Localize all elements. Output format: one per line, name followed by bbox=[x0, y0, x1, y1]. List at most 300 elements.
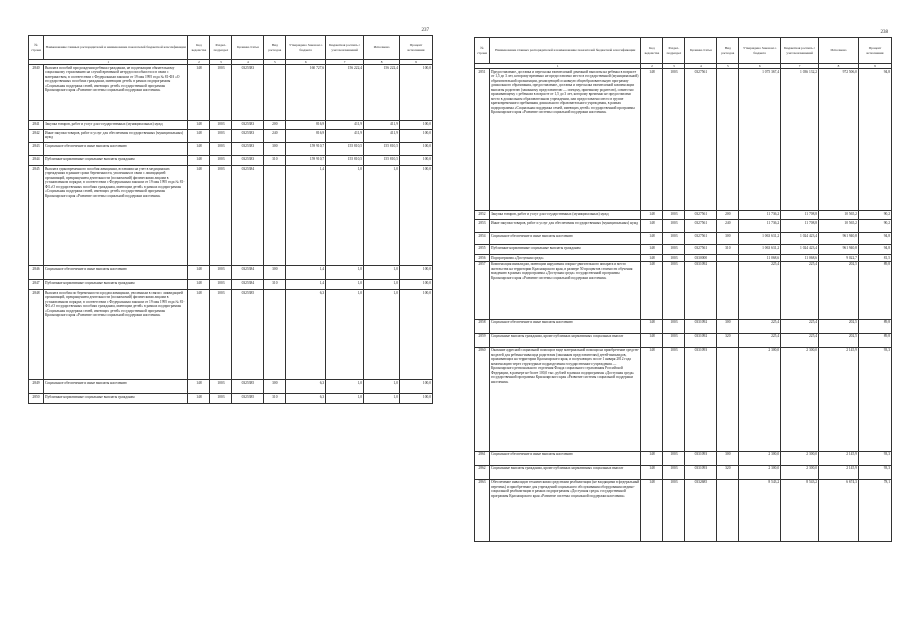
target-article: 0331093 bbox=[685, 347, 717, 451]
target-article: 0327561 bbox=[685, 233, 717, 245]
section-code: 1003 bbox=[663, 233, 685, 245]
row-name: Социальное обеспечение и иные выплаты населению bbox=[489, 319, 640, 333]
target-article: 0325383 bbox=[232, 65, 264, 121]
target-article: 0331093 bbox=[685, 451, 717, 465]
row-number: 2840 bbox=[29, 65, 44, 121]
row-number: 2863 bbox=[475, 479, 490, 541]
section-code: 1003 bbox=[210, 65, 232, 121]
dept-code: 148 bbox=[641, 333, 663, 347]
execution-percent: 100,0 bbox=[400, 156, 433, 166]
column-number: 8 bbox=[819, 64, 859, 69]
col-header: Целевая статья bbox=[685, 38, 717, 64]
executed-amount: 9 022,7 bbox=[819, 255, 859, 261]
expense-type: 300 bbox=[264, 143, 286, 156]
target-article: 0325384 bbox=[232, 166, 264, 266]
table-row bbox=[29, 266, 433, 280]
col-header: Наименование главных распорядителей и наименование показателей бюджетной классификации bbox=[43, 36, 187, 60]
column-number: 3 bbox=[663, 64, 685, 69]
row-number: 2841 bbox=[29, 121, 44, 130]
row-name: Обеспечение инвалидов техническими средствами реабилитации (не входящими в федеральный перечень) и приобретение для учреждений социального обслуживания оборудования медико-социальной реабилитации в рамках подпрограммы «Доступная среда» государственной программы Красноярского края «Развитие системы социальной поддержки населения» bbox=[489, 479, 640, 541]
target-article: 0330000 bbox=[685, 255, 717, 261]
expense-type: 310 bbox=[717, 245, 739, 255]
row-name: Публичные нормативные социальные выплаты гражданам bbox=[489, 245, 640, 255]
table-row bbox=[475, 69, 892, 211]
approved-amount: 2 300,0 bbox=[739, 465, 781, 479]
approved-amount: 11 068,6 bbox=[739, 255, 781, 261]
dept-code: 148 bbox=[641, 347, 663, 451]
budget-schedule-amount: 155 810,5 bbox=[326, 156, 364, 166]
col-header: Раздел-подраздел bbox=[210, 36, 232, 60]
approved-amount: 816,9 bbox=[286, 121, 326, 130]
expense-type: 200 bbox=[264, 121, 286, 130]
execution-percent: 100,0 bbox=[400, 65, 433, 121]
expense-type bbox=[264, 166, 286, 266]
column-number: 6 bbox=[286, 60, 326, 65]
target-article: 0327561 bbox=[685, 69, 717, 211]
row-name: Публичные нормативные социальные выплаты гражданам bbox=[43, 156, 187, 166]
execution-percent: 89,8 bbox=[858, 319, 891, 333]
executed-amount: 1,0 bbox=[364, 166, 400, 266]
executed-amount: 155 810,5 bbox=[364, 143, 400, 156]
dept-code: 148 bbox=[641, 479, 663, 541]
row-name: Социальные выплаты гражданам, кроме публичных нормативных социальных выплат bbox=[489, 465, 640, 479]
target-article: 0331093 bbox=[685, 465, 717, 479]
row-number: 2850 bbox=[29, 394, 44, 404]
row-name: Оказание адресной социальной помощи в виде материальной помощи на приобретение средств-моделей для ребенка-инвалида родителям (законным представителям) детей-инвалидов, проживающих на территории Красноярского края, и получающих после 1 января 2012 года компенсацию через структурные подразделения государственного учреждения — Красноярского регионального отделения Фонда социального страхования Российской Федерации, в размере не более 100,0 тыс. рублей в рамках подпрограммы «Доступная среда» государственной программы Красноярского края «Развитие системы социальной поддержки населения» bbox=[489, 347, 640, 451]
row-name: Социальное обеспечение и иные выплаты населению bbox=[489, 451, 640, 465]
table-row bbox=[475, 347, 892, 451]
row-number: 2852 bbox=[475, 211, 490, 220]
executed-amount: 6 674,3 bbox=[819, 479, 859, 541]
column-number: 6 bbox=[739, 64, 781, 69]
target-article: 0325383 bbox=[232, 130, 264, 143]
row-name: Предоставление, доставка и пересылка ежемесячной денежной выплаты на ребенка в возрасте от 1,5 до 3 лет, которому временно не предоставлено место в государственной (муниципальной) образовательной организации, реализующей основную общеобразовательную программу дошкольного образования, предоставление, доставка и пересылка ежемесячной компенсации выплаты родителю (законному представителю — опекуну, приемному родителю), совместно проживающему с ребенком в возрасте от 1,5 до 3 лет, которому временно не предоставлено место в дошкольном образовательном учреждении, или предоставлено место в группе кратковременного пребывания дошкольного образовательного учреждения, в рамках подпрограммы «Социальная поддержка семей, имеющих детей» государственной программы Красноярского края «Развитие системы социальной поддержки населения» bbox=[489, 69, 640, 211]
expense-type: 240 bbox=[264, 130, 286, 143]
row-number: 2845 bbox=[29, 166, 44, 266]
col-header: Раздел-подраздел bbox=[663, 38, 685, 64]
budget-table bbox=[28, 35, 433, 404]
budget-schedule-amount: 11 708,8 bbox=[781, 211, 819, 220]
column-number: 3 bbox=[210, 60, 232, 65]
budget-schedule-amount: 225,4 bbox=[781, 261, 819, 319]
expense-type bbox=[717, 69, 739, 211]
approved-amount: 1,4 bbox=[286, 280, 326, 290]
table-row bbox=[475, 245, 892, 255]
dept-code: 148 bbox=[188, 143, 210, 156]
executed-amount: 411,9 bbox=[364, 130, 400, 143]
row-number: 2848 bbox=[29, 290, 44, 380]
table-row bbox=[475, 333, 892, 347]
row-name: Социальное обеспечение и иные выплаты населению bbox=[43, 266, 187, 280]
col-header: № строки bbox=[475, 38, 490, 64]
dept-code: 148 bbox=[641, 255, 663, 261]
budget-schedule-amount: 1,0 bbox=[326, 266, 364, 280]
target-article: 0327561 bbox=[685, 220, 717, 233]
expense-type: 300 bbox=[264, 266, 286, 280]
row-number: 2856 bbox=[475, 255, 490, 261]
execution-percent: 100,0 bbox=[400, 166, 433, 266]
execution-percent: 100,0 bbox=[400, 143, 433, 156]
header-row bbox=[475, 38, 892, 64]
section-code: 1003 bbox=[663, 333, 685, 347]
target-article: 0331092 bbox=[685, 319, 717, 333]
table-row bbox=[29, 380, 433, 394]
row-name: Закупка товаров, работ и услуг для государственных (муниципальных) нужд bbox=[489, 211, 640, 220]
execution-percent: 93,3 bbox=[858, 347, 891, 451]
approved-amount: 2 300,0 bbox=[739, 451, 781, 465]
budget-schedule-amount: 1,0 bbox=[326, 394, 364, 404]
col-header: Бюджетная роспись с учетом изменений bbox=[781, 38, 819, 64]
row-number: 2842 bbox=[29, 130, 44, 143]
section-code: 1003 bbox=[663, 261, 685, 319]
approved-amount: 1 075 367,4 bbox=[739, 69, 781, 211]
budget-schedule-amount: 2 300,0 bbox=[781, 465, 819, 479]
executed-amount: 2 145,9 bbox=[819, 347, 859, 451]
row-number: 2862 bbox=[475, 465, 490, 479]
target-article: 0332685 bbox=[685, 479, 717, 541]
executed-amount: 202,5 bbox=[819, 319, 859, 333]
row-number: 2849 bbox=[29, 380, 44, 394]
column-number: 8 bbox=[364, 60, 400, 65]
section-code: 1003 bbox=[210, 166, 232, 266]
row-number: 2858 bbox=[475, 319, 490, 333]
target-article: 0325383 bbox=[232, 156, 264, 166]
target-article: 0325385 bbox=[232, 290, 264, 380]
execution-percent: 100,0 bbox=[400, 121, 433, 130]
row-number: 2847 bbox=[29, 280, 44, 290]
section-code: 1003 bbox=[663, 211, 685, 220]
approved-amount: 816,9 bbox=[286, 130, 326, 143]
expense-type: 300 bbox=[717, 233, 739, 245]
dept-code: 148 bbox=[188, 266, 210, 280]
executed-amount: 202,5 bbox=[819, 333, 859, 347]
approved-amount: 1 063 631,2 bbox=[739, 245, 781, 255]
execution-percent: 100,0 bbox=[400, 266, 433, 280]
section-code: 1003 bbox=[210, 156, 232, 166]
budget-schedule-amount: 1 024 423,4 bbox=[781, 233, 819, 245]
executed-amount: 1,0 bbox=[364, 266, 400, 280]
section-code: 1003 bbox=[663, 245, 685, 255]
section-code: 1003 bbox=[210, 143, 232, 156]
row-number: 2843 bbox=[29, 143, 44, 156]
execution-percent: 94,8 bbox=[858, 233, 891, 245]
executed-amount: 411,9 bbox=[364, 121, 400, 130]
section-code: 1003 bbox=[210, 121, 232, 130]
section-code: 1003 bbox=[210, 394, 232, 404]
approved-amount: 225,4 bbox=[739, 319, 781, 333]
table-row bbox=[29, 121, 433, 130]
executed-amount: 10 565,2 bbox=[819, 220, 859, 233]
row-number: 2851 bbox=[475, 69, 490, 211]
row-number: 2844 bbox=[29, 156, 44, 166]
executed-amount: 961 940,8 bbox=[819, 245, 859, 255]
page-number: 237 bbox=[421, 28, 429, 33]
section-code: 1003 bbox=[663, 479, 685, 541]
dept-code: 148 bbox=[188, 130, 210, 143]
col-header: Код ведомства bbox=[188, 36, 210, 60]
dept-code: 148 bbox=[641, 451, 663, 465]
target-article: 0325385 bbox=[232, 380, 264, 394]
target-article: 0325385 bbox=[232, 394, 264, 404]
table-row bbox=[475, 319, 892, 333]
row-name: Публичные нормативные социальные выплаты гражданам bbox=[43, 394, 187, 404]
expense-type: 300 bbox=[264, 380, 286, 394]
header-row bbox=[29, 36, 433, 60]
col-header: № строки bbox=[29, 36, 44, 60]
table-row bbox=[29, 394, 433, 404]
target-article: 0327561 bbox=[685, 245, 717, 255]
section-code: 1003 bbox=[663, 451, 685, 465]
executed-amount: 2 145,9 bbox=[819, 465, 859, 479]
execution-percent: 89,8 bbox=[858, 333, 891, 347]
table-row bbox=[29, 143, 433, 156]
budget-schedule-amount: 1,0 bbox=[326, 380, 364, 394]
expense-type: 310 bbox=[264, 280, 286, 290]
executed-amount: 1,0 bbox=[364, 290, 400, 380]
row-number: 2855 bbox=[475, 245, 490, 255]
executed-amount: 10 565,2 bbox=[819, 211, 859, 220]
target-article: 0325383 bbox=[232, 121, 264, 130]
expense-type: 200 bbox=[717, 211, 739, 220]
column-number: 1 bbox=[29, 60, 188, 65]
row-name: Компенсация инвалидам, имеющим нарушения опорно-двигательного аппарата и место жительства на территории Красноярского края, в размере 50 процентов стоимости обучения вождению в рамках подпрограммы «Доступная среда» государственной программы Красноярского края «Развитие системы социальной поддержки населения» bbox=[489, 261, 640, 319]
execution-percent: 100,0 bbox=[400, 380, 433, 394]
row-name: Иные закупки товаров, работ и услуг для обеспечения государственных (муниципальных) нужд bbox=[489, 220, 640, 233]
dept-code: 148 bbox=[188, 380, 210, 394]
col-header: Утверждено Законом о бюджете bbox=[739, 38, 781, 64]
execution-percent: 93,3 bbox=[858, 465, 891, 479]
executed-amount: 2 145,9 bbox=[819, 451, 859, 465]
expense-type: 320 bbox=[717, 465, 739, 479]
row-number: 2854 bbox=[475, 233, 490, 245]
target-article: 0325384 bbox=[232, 266, 264, 280]
target-article: 0325383 bbox=[232, 143, 264, 156]
budget-schedule-amount: 411,9 bbox=[326, 121, 364, 130]
budget-schedule-amount: 411,9 bbox=[326, 130, 364, 143]
approved-amount: 225,4 bbox=[739, 333, 781, 347]
dept-code: 148 bbox=[641, 465, 663, 479]
executed-amount: 961 940,8 bbox=[819, 233, 859, 245]
approved-amount: 6,3 bbox=[286, 394, 326, 404]
table-row bbox=[475, 451, 892, 465]
dept-code: 148 bbox=[188, 290, 210, 380]
approved-amount: 8 543,2 bbox=[739, 479, 781, 541]
column-number: 9 bbox=[858, 64, 891, 69]
approved-amount: 11 736,2 bbox=[739, 220, 781, 233]
table-row bbox=[475, 233, 892, 245]
table-row bbox=[29, 290, 433, 380]
row-name: Закупка товаров, работ и услуг для государственных (муниципальных) нужд bbox=[43, 121, 187, 130]
budget-schedule-amount: 2 300,0 bbox=[781, 451, 819, 465]
column-number: 5 bbox=[717, 64, 739, 69]
row-name: Публичные нормативные социальные выплаты гражданам bbox=[43, 280, 187, 290]
row-number: 2846 bbox=[29, 266, 44, 280]
column-number: 9 bbox=[400, 60, 433, 65]
expense-type bbox=[264, 290, 286, 380]
execution-percent: 78,1 bbox=[858, 479, 891, 541]
budget-schedule-amount: 1 024 423,4 bbox=[781, 245, 819, 255]
row-name: Выплата единовременного пособия женщинам, вставшим на учет в медицинских учреждениях в ранние сроки беременности, уволенным в связи с ликвидацией организаций, прекращением деятельности (полномочий) физическими лицами в установленном порядке, в соответствии с Федеральным законом от 19 мая 1995 года № 81-ФЗ «О государственных пособиях гражданам, имеющим детей» в рамках подпрограммы «Социальная поддержка семей, имеющих детей» государственной программы Красноярского края «Развитие системы социальной поддержки населения» bbox=[43, 166, 187, 266]
col-header: Исполнено bbox=[364, 36, 400, 60]
target-article: 0325384 bbox=[232, 280, 264, 290]
execution-percent: 100,0 bbox=[400, 130, 433, 143]
execution-percent: 100,0 bbox=[400, 290, 433, 380]
row-name: Социальное обеспечение и иные выплаты населению bbox=[43, 380, 187, 394]
execution-percent: 94,8 bbox=[858, 69, 891, 211]
dept-code: 148 bbox=[641, 220, 663, 233]
approved-amount: 6,3 bbox=[286, 290, 326, 380]
budget-schedule-amount: 1,0 bbox=[326, 280, 364, 290]
execution-percent: 93,3 bbox=[858, 451, 891, 465]
table-row bbox=[475, 220, 892, 233]
budget-schedule-amount: 1,0 bbox=[326, 166, 364, 266]
table-row bbox=[475, 261, 892, 319]
row-name: Выплата пособия по беременности и родам женщинам, уволенным в связи с ликвидацией организаций, прекращением деятельности (полномочий) физическими лицами в установленном порядке, в соответствии с Федеральным законом от 19 мая 1995 года № 81-ФЗ «О государственных пособиях гражданам, имеющим детей» в рамках подпрограммы «Социальная поддержка семей, имеющих детей» государственной программы Красноярского края «Развитие системы социальной поддержки населения» bbox=[43, 290, 187, 380]
approved-amount: 1,4 bbox=[286, 266, 326, 280]
col-header: Наименование главных распорядителей и наименование показателей бюджетной классификации bbox=[489, 38, 640, 64]
table-row bbox=[475, 479, 892, 541]
column-number: 7 bbox=[781, 64, 819, 69]
approved-amount: 1,4 bbox=[286, 166, 326, 266]
budget-schedule-amount: 11 708,8 bbox=[781, 220, 819, 233]
row-number: 2853 bbox=[475, 220, 490, 233]
document-page-left bbox=[28, 28, 433, 478]
budget-schedule-amount: 155 810,5 bbox=[326, 143, 364, 156]
col-header: Процент исполнения bbox=[858, 38, 891, 64]
column-number: 2 bbox=[188, 60, 210, 65]
document-page-right bbox=[474, 30, 892, 615]
approved-amount: 225,4 bbox=[739, 261, 781, 319]
executed-amount: 1,0 bbox=[364, 280, 400, 290]
execution-percent: 94,8 bbox=[858, 245, 891, 255]
approved-amount: 159 910,7 bbox=[286, 156, 326, 166]
col-header: Бюджетная роспись с учетом изменений bbox=[326, 36, 364, 60]
row-number: 2860 bbox=[475, 347, 490, 451]
section-code: 1003 bbox=[663, 69, 685, 211]
dept-code: 148 bbox=[188, 166, 210, 266]
dept-code: 148 bbox=[188, 65, 210, 121]
budget-schedule-amount: 225,4 bbox=[781, 333, 819, 347]
execution-percent: 90,2 bbox=[858, 211, 891, 220]
expense-type: 300 bbox=[717, 451, 739, 465]
dept-code: 148 bbox=[188, 394, 210, 404]
page-number: 238 bbox=[880, 30, 888, 35]
budget-schedule-amount: 225,4 bbox=[781, 319, 819, 333]
expense-type: 300 bbox=[717, 319, 739, 333]
expense-type bbox=[717, 479, 739, 541]
expense-type: 320 bbox=[717, 333, 739, 347]
expense-type: 310 bbox=[264, 156, 286, 166]
col-header: Целевая статья bbox=[232, 36, 264, 60]
col-header: Вид расходов bbox=[717, 38, 739, 64]
column-number: 7 bbox=[326, 60, 364, 65]
dept-code: 148 bbox=[188, 280, 210, 290]
executed-amount: 1,0 bbox=[364, 394, 400, 404]
execution-percent: 81,5 bbox=[858, 255, 891, 261]
dept-code: 148 bbox=[641, 319, 663, 333]
row-name: Социальные выплаты гражданам, кроме публичных нормативных социальных выплат bbox=[489, 333, 640, 347]
table-row bbox=[29, 130, 433, 143]
section-code: 1003 bbox=[210, 130, 232, 143]
section-code: 1003 bbox=[210, 280, 232, 290]
table-row bbox=[29, 280, 433, 290]
row-number: 2857 bbox=[475, 261, 490, 319]
execution-percent: 100,0 bbox=[400, 394, 433, 404]
table-row bbox=[29, 65, 433, 121]
col-header: Утверждено Законом о бюджете bbox=[286, 36, 326, 60]
table-row bbox=[29, 156, 433, 166]
dept-code: 148 bbox=[188, 156, 210, 166]
table-row bbox=[475, 465, 892, 479]
expense-type: 240 bbox=[717, 220, 739, 233]
expense-type bbox=[717, 347, 739, 451]
section-code: 1003 bbox=[663, 255, 685, 261]
expense-type bbox=[264, 65, 286, 121]
row-number: 2861 bbox=[475, 451, 490, 465]
column-number: 4 bbox=[232, 60, 264, 65]
executed-amount: 156 222,4 bbox=[364, 65, 400, 121]
section-code: 1003 bbox=[663, 220, 685, 233]
column-number: 2 bbox=[641, 64, 663, 69]
budget-schedule-amount: 2 300,0 bbox=[781, 347, 819, 451]
budget-schedule-amount: 1,0 bbox=[326, 290, 364, 380]
dept-code: 148 bbox=[641, 69, 663, 211]
section-code: 1003 bbox=[663, 319, 685, 333]
approved-amount: 11 736,2 bbox=[739, 211, 781, 220]
row-name: Социальное обеспечение и иные выплаты населению bbox=[43, 143, 187, 156]
row-name: Подпрограмма «Доступная среда» bbox=[489, 255, 640, 261]
execution-percent: 89,8 bbox=[858, 261, 891, 319]
section-code: 1003 bbox=[210, 380, 232, 394]
executed-amount: 155 810,5 bbox=[364, 156, 400, 166]
col-header: Процент исполнения bbox=[400, 36, 433, 60]
execution-percent: 90,2 bbox=[858, 220, 891, 233]
expense-type: 310 bbox=[264, 394, 286, 404]
row-name: Выплата пособий при рождении ребенка гражданам, не подлежащим обязательному социальному страхованию на случай временной нетрудоспособности и в связи с материнством, в соответствии с Федеральным законом от 19 мая 1995 года № 81-ФЗ «О государственных пособиях гражданам, имеющим детей» в рамках подпрограммы «Социальная поддержка семей, имеющих детей» государственной программы Красноярского края «Развитие системы социальной поддержки населения» bbox=[43, 65, 187, 121]
row-number: 2859 bbox=[475, 333, 490, 347]
dept-code: 148 bbox=[188, 121, 210, 130]
section-code: 1003 bbox=[210, 266, 232, 280]
col-header: Вид расходов bbox=[264, 36, 286, 60]
budget-schedule-amount: 1 036 132,2 bbox=[781, 69, 819, 211]
dept-code: 148 bbox=[641, 211, 663, 220]
executed-amount: 972 506,0 bbox=[819, 69, 859, 211]
approved-amount: 6,3 bbox=[286, 380, 326, 394]
column-number: 1 bbox=[475, 64, 641, 69]
approved-amount: 160 727,6 bbox=[286, 65, 326, 121]
target-article: 0331092 bbox=[685, 333, 717, 347]
col-header: Исполнено bbox=[819, 38, 859, 64]
budget-schedule-amount: 156 222,4 bbox=[326, 65, 364, 121]
approved-amount: 159 910,7 bbox=[286, 143, 326, 156]
column-number: 5 bbox=[264, 60, 286, 65]
table-row bbox=[29, 166, 433, 266]
expense-type bbox=[717, 261, 739, 319]
section-code: 1003 bbox=[210, 290, 232, 380]
dept-code: 148 bbox=[641, 245, 663, 255]
approved-amount: 2 300,0 bbox=[739, 347, 781, 451]
dept-code: 148 bbox=[641, 261, 663, 319]
budget-schedule-amount: 8 543,2 bbox=[781, 479, 819, 541]
dept-code: 148 bbox=[641, 233, 663, 245]
execution-percent: 100,0 bbox=[400, 280, 433, 290]
executed-amount: 202,5 bbox=[819, 261, 859, 319]
target-article: 0327561 bbox=[685, 211, 717, 220]
section-code: 1003 bbox=[663, 347, 685, 451]
table-row bbox=[475, 211, 892, 220]
row-name: Социальное обеспечение и иные выплаты населению bbox=[489, 233, 640, 245]
approved-amount: 1 063 631,2 bbox=[739, 233, 781, 245]
